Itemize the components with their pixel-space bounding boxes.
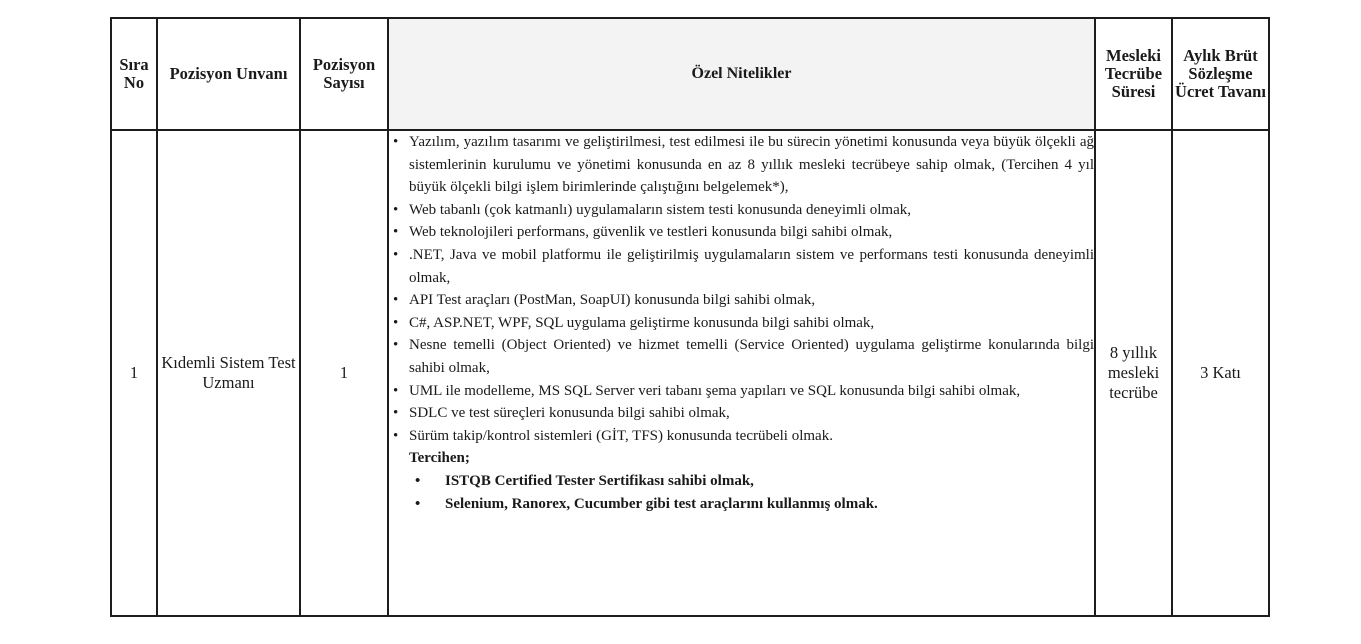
list-item: • Web tabanlı (çok katmanlı) uygulamaların sistem testi konusunda deneyimli olmak, [389,199,1094,222]
header-ucret-tavani: Aylık Brüt Sözleşme Ücret Tavanı [1172,18,1269,130]
bullet-icon: • [393,134,399,150]
list-item: • Nesne temelli (Object Oriented) ve hizmet temelli (Service Oriented) uygulama geliştirme konularında bilgi sahibi olmak, [389,334,1094,379]
bullet-icon: • [393,292,399,309]
table-row [111,130,1269,616]
bullet-icon: • [393,427,399,444]
bullet-icon: • [393,246,399,263]
cell-pozisyon-unvani: Kıdemli Sistem Test Uzmanı [157,130,300,616]
bullet-icon: • [393,224,399,241]
bullet-icon: • [415,495,421,512]
requirements-list [389,131,1094,447]
list-item: • Web teknolojileri performans, güvenlik ve testleri konusunda bilgi sahibi olmak, [389,221,1094,244]
list-item: • SDLC ve test süreçleri konusunda bilgi sahibi olmak, [389,402,1094,425]
bullet-icon: • [393,405,399,422]
bullet-icon: • [393,314,399,331]
header-row [111,18,1269,130]
list-item: • ISTQB Certified Tester Sertifikası sahibi olmak, [389,470,1094,493]
header-sira-no: Sıra No [111,18,157,130]
bullet-icon: • [415,472,421,489]
cell-ucret-tavani: 3 Katı [1172,130,1269,616]
list-item: • .NET, Java ve mobil platformu ile geliştirilmiş uygulamaların sistem ve performans testi konusunda deneyimli olmak, [389,244,1094,289]
list-item: • Sürüm takip/kontrol sistemleri (GİT, TFS) konusunda tecrübeli olmak. [389,425,1094,448]
list-item: • Selenium, Ranorex, Cucumber gibi test araçlarını kullanmış olmak. [389,493,1094,516]
cell-tecrube-suresi: 8 yıllık mesleki tecrübe [1095,130,1172,616]
preferred-list [389,470,1094,515]
header-pozisyon-unvani: Pozisyon Unvanı [157,18,300,130]
list-item: • UML ile modelleme, MS SQL Server veri tabanı şema yapıları ve SQL konusunda bilgi sahibi olmak, [389,380,1094,403]
bullet-icon: • [393,201,399,218]
bullet-icon: • [393,382,399,399]
cell-sira-no: 1 [111,130,157,616]
list-item: • Yazılım, yazılım tasarımı ve geliştirilmesi, test edilmesi ile bu sürecin yönetimi konusunda veya büyük ölçekli ağ sistemlerinin kurulumu ve yönetimi konusunda en az 8 yıllık mesleki tecrübeye sahip olmak, (Tercihen 4 yıl büyük ölçekli bilgi işlem birimlerinde çalıştığını belgelemek*), [389,131,1094,199]
list-item: • C#, ASP.NET, WPF, SQL uygulama geliştirme konusunda bilgi sahibi olmak, [389,312,1094,335]
bullet-icon: • [393,337,399,354]
job-posting-table [110,17,1270,617]
header-ozel-nitelikler: Özel Nitelikler [388,18,1095,130]
cell-pozisyon-sayisi: 1 [300,130,388,616]
list-item: • API Test araçları (PostMan, SoapUI) konusunda bilgi sahibi olmak, [389,289,1094,312]
header-pozisyon-sayisi: Pozisyon Sayısı [300,18,388,130]
header-tecrube-suresi: Mesleki Tecrübe Süresi [1095,18,1172,130]
preferred-heading: Tercihen; [409,450,470,467]
cell-ozel-nitelikler [388,130,1095,616]
